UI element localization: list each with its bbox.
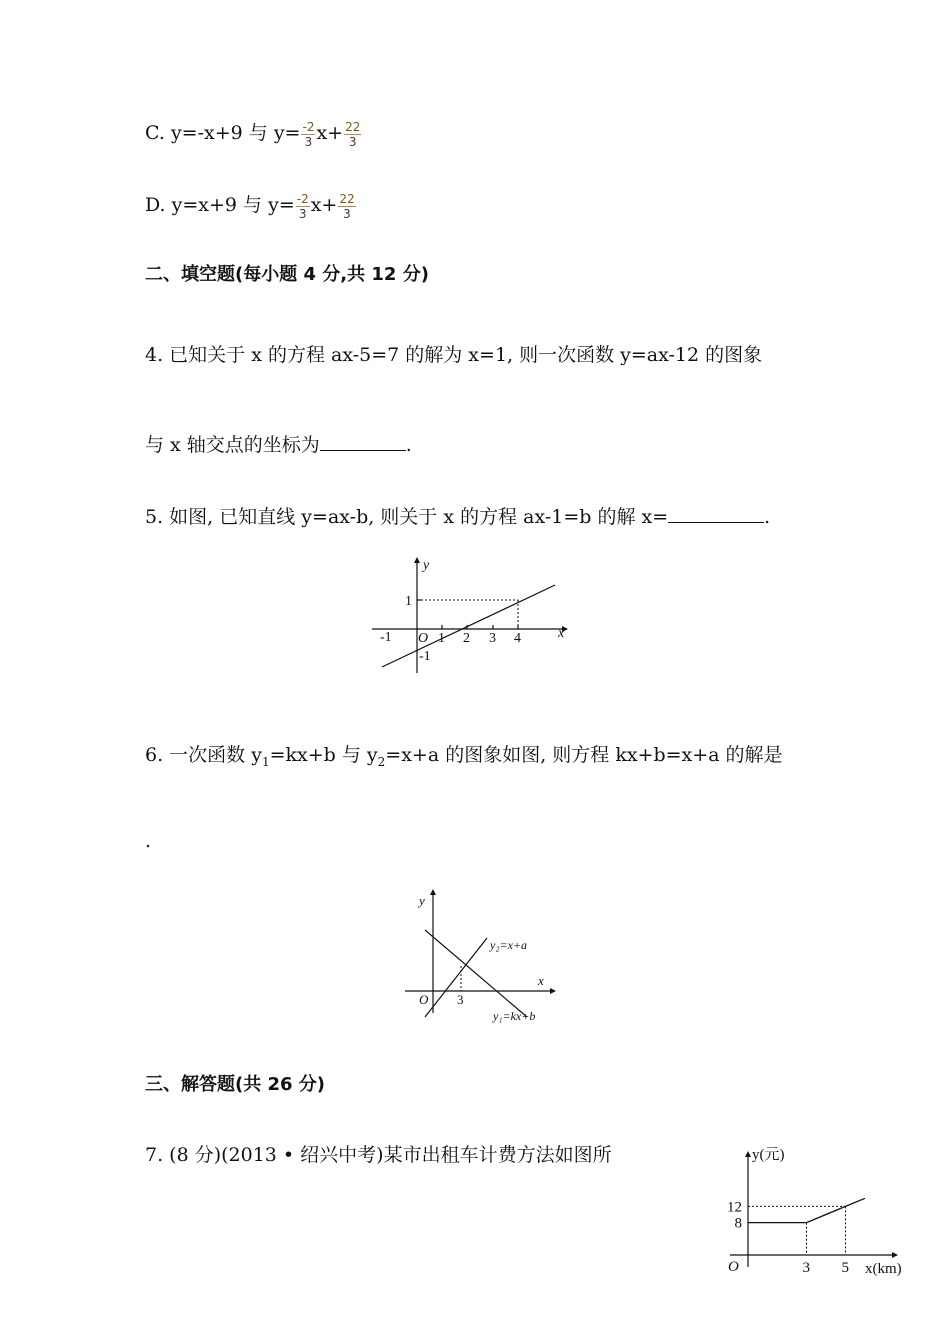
question-6-sub-1: 1	[261, 754, 270, 769]
q5-y-tick-label-1: 1	[405, 594, 412, 609]
option-c-fraction-2: $\frac{22}{3}$	[345, 119, 361, 149]
option-c-fraction-1: $\frac{-2}{3}$	[302, 119, 315, 149]
q6-line-y2	[425, 938, 487, 1017]
q5-y-tick-label-neg1: -1	[419, 649, 431, 664]
q6-y-label: y	[419, 893, 425, 908]
option-d-mid: x+	[310, 194, 338, 216]
question-6-line-1	[145, 740, 783, 769]
q5-tick-label-2: 2	[463, 631, 470, 646]
q7-y-tick-label-8: 8	[734, 1215, 742, 1232]
q6-origin-label: O	[419, 992, 429, 1007]
option-d-lead: D. y=x+9 与 y=	[145, 194, 295, 216]
q7-x-axis-label: x(km)	[865, 1261, 902, 1277]
q6-y-arrow	[430, 889, 436, 895]
q7-x-tick-label-3: 3	[802, 1260, 810, 1276]
question-4-line-2-text: 与 x 轴交点的坐标为	[145, 434, 320, 456]
q5-y-label: y	[423, 558, 430, 573]
question-5-graph	[360, 555, 590, 685]
q7-x-arrow	[892, 1252, 898, 1258]
question-6-part-3: =x+a 的图象如图, 则方程 kx+b=x+a 的解是	[385, 744, 783, 766]
question-5-answer-blank[interactable]	[668, 508, 764, 523]
option-c-mid: x+	[316, 122, 344, 144]
question-5-end: .	[764, 506, 771, 528]
q5-tick-label-4: 4	[514, 631, 521, 646]
option-d	[145, 190, 357, 221]
q7-origin-label: O	[728, 1259, 739, 1275]
q7-series-segment-2	[807, 1206, 846, 1222]
question-4-line-1: 4. 已知关于 x 的方程 ax-5=7 的解为 x=1, 则一次函数 y=ax-12 的图象	[145, 344, 763, 366]
question-4-answer-blank[interactable]	[320, 436, 406, 451]
option-d-fraction-2: $\frac{22}{3}$	[339, 191, 355, 221]
q5-tick-label-1: 1	[438, 631, 445, 646]
q6-tick-label-3: 3	[457, 992, 464, 1007]
q5-x-label: x	[558, 626, 565, 641]
q5-y-arrow	[414, 557, 420, 563]
q6-line-y1-label: y₁=kx+b	[493, 1009, 536, 1023]
q5-tick-label-neg1: -1	[380, 630, 392, 645]
question-5-text: 5. 如图, 已知直线 y=ax-b, 则关于 x 的方程 ax-1=b 的解 x=	[145, 506, 669, 528]
q6-x-arrow	[550, 988, 556, 994]
question-7: 7. (8 分)(2013 • 绍兴中考)某市出租车计费方法如图所	[145, 1144, 612, 1166]
question-6-part-2: =kx+b 与 y	[269, 744, 378, 766]
option-c-lead: C. y=-x+9 与 y=	[145, 122, 301, 144]
q6-line-y2-label: y₂=x+a	[490, 938, 528, 952]
question-5	[145, 502, 770, 529]
q6-x-label: x	[538, 973, 544, 988]
question-6-graph	[395, 885, 585, 1030]
q7-series-segment-3	[846, 1198, 866, 1206]
section-2-heading: 二、填空题(每小题 4 分,共 12 分)	[145, 264, 429, 285]
q7-y-tick-label-12: 12	[727, 1199, 742, 1216]
option-d-fraction-1: $\frac{-2}{3}$	[296, 191, 309, 221]
q5-tick-label-3: 3	[489, 631, 496, 646]
question-4-line-2-end: .	[405, 434, 412, 456]
question-4-line-2	[145, 430, 412, 457]
question-6-sub-2: 2	[377, 754, 386, 769]
q7-y-axis-label: y(元)	[752, 1147, 785, 1163]
question-6-part-1: 6. 一次函数 y	[145, 744, 262, 766]
q7-y-arrow	[745, 1151, 751, 1157]
question-7-chart	[715, 1135, 925, 1285]
option-c	[145, 118, 362, 149]
question-6-line-2: .	[145, 830, 152, 852]
section-3-heading: 三、解答题(共 26 分)	[145, 1074, 326, 1095]
q7-x-tick-label-5: 5	[841, 1260, 849, 1276]
q5-origin-label: O	[418, 631, 429, 646]
